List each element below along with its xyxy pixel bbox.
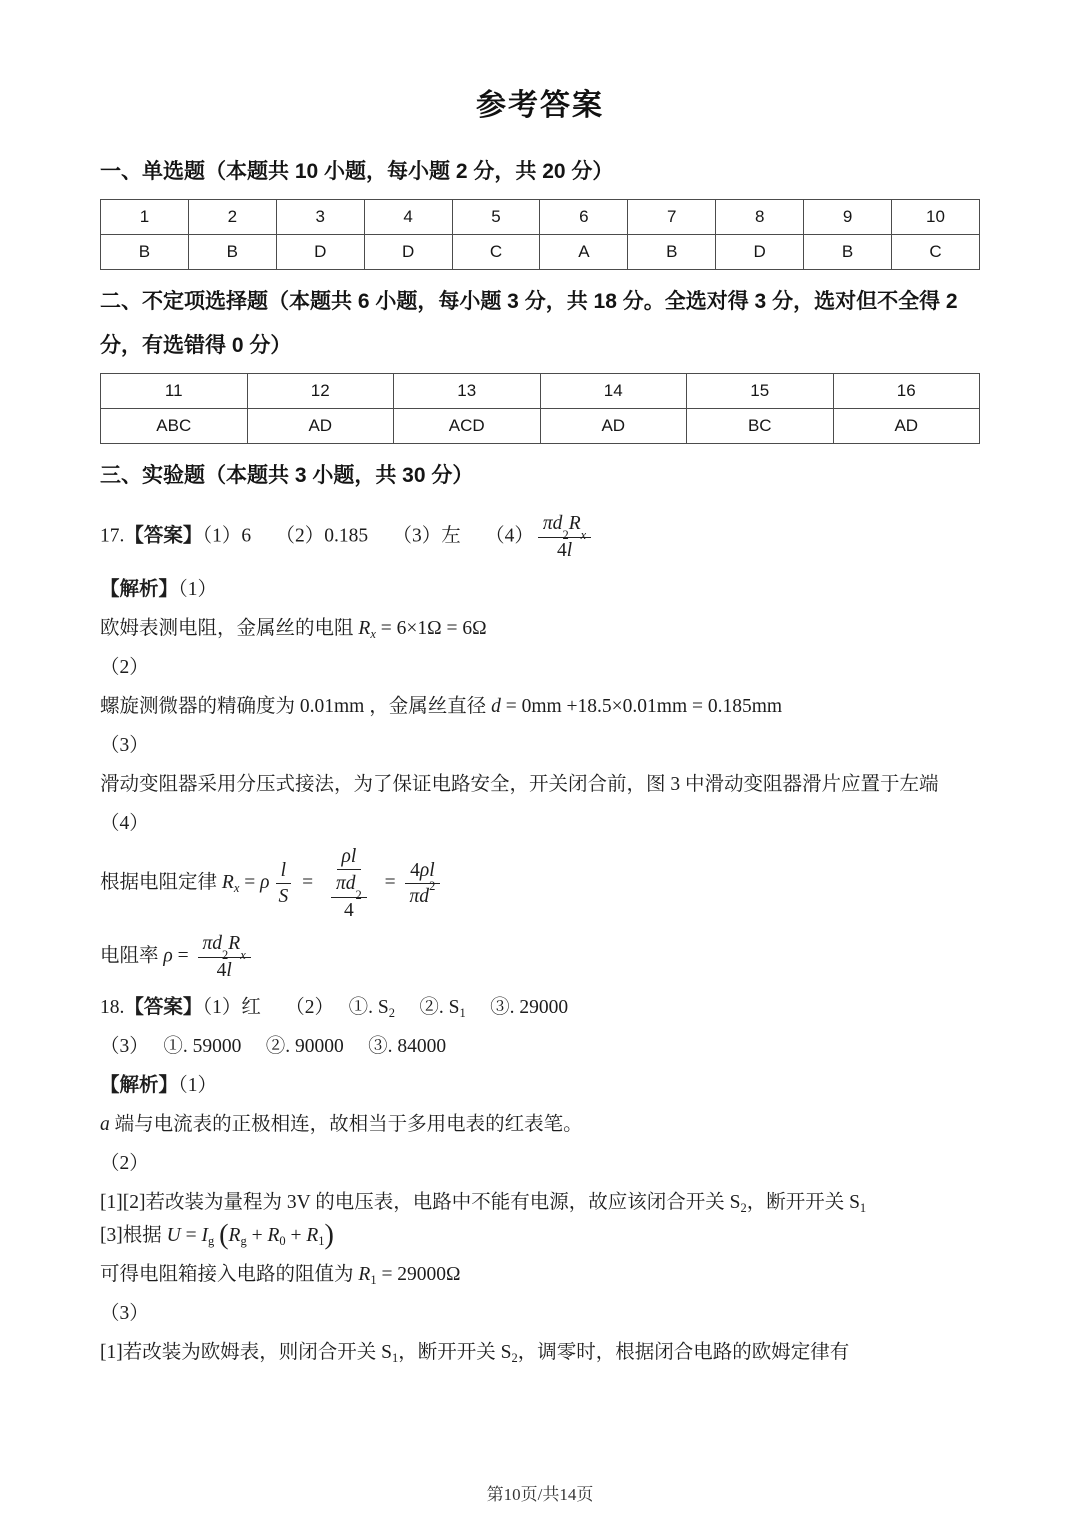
q17-answer-line: 17.【答案】（1）6 （2）0.185 （3）左 （4） πd 2 R x 4 l	[100, 512, 980, 562]
table-cell: ACD	[394, 409, 541, 444]
table-cell: 1	[101, 200, 189, 235]
table-cell: B	[628, 235, 716, 270]
fraction: ρl πd 2 4	[322, 845, 376, 922]
table-cell: B	[101, 235, 189, 270]
q17-part2-explanation: 螺旋测微器的精确度为 0.01mm ，金属丝直径 d = 0mm +18.5×0.01mm = 0.185mm	[100, 695, 783, 717]
table-cell: D	[716, 235, 804, 270]
table-cell: AD	[833, 409, 980, 444]
table-cell: 15	[687, 374, 834, 409]
table-cell: 13	[394, 374, 541, 409]
multi-choice-answer-table	[100, 373, 980, 444]
page-title: 参考答案	[476, 89, 604, 122]
table-cell: 9	[804, 200, 892, 235]
q18-resistance-box-value: 可得电阻箱接入电路的阻值为 $R_1 = 29000\Omega$	[100, 1263, 461, 1287]
q18-part3-switch-explanation: [1]若改装为欧姆表，则闭合开关 $S_1$，断开开关 $S_2$，调零时，根据闭合电路的欧姆定律有	[100, 1341, 850, 1365]
section-single-choice-heading: 一、单选题（本题共 10 小题，每小题 2 分，共 20 分）	[100, 160, 614, 183]
table-cell: D	[364, 235, 452, 270]
single-choice-answer-table	[100, 199, 980, 270]
table-cell: D	[276, 235, 364, 270]
table-cell: 2	[188, 200, 276, 235]
q17-part2-marker: （2）	[100, 656, 149, 678]
table-cell: 5	[452, 200, 540, 235]
multi-choice-answer-row	[101, 409, 980, 444]
section-multi-choice-heading: 二、不定项选择题（本题共 6 小题，每小题 3 分，共 18 分。全选对得 3 分，选对但不全得 2 分，有选错得 0 分）	[100, 290, 958, 357]
table-cell: 11	[101, 374, 248, 409]
fraction: 4 ρl πd 2	[405, 859, 441, 909]
table-cell: 7	[628, 200, 716, 235]
q17-part3-marker: （3）	[100, 734, 149, 756]
table-cell: AD	[247, 409, 394, 444]
single-choice-answer-row	[101, 235, 980, 270]
multi-choice-header-row	[101, 374, 980, 409]
table-cell: 16	[833, 374, 980, 409]
fraction: πd 2 R x 4 l	[538, 512, 591, 562]
table-cell: 3	[276, 200, 364, 235]
q18-part2-switch-explanation: [1][2]若改装为量程为 3V 的电压表，电路中不能有电源，故应该闭合开关 $S_2$，断开开关 $S_1$	[100, 1191, 867, 1215]
table-cell: 8	[716, 200, 804, 235]
q18-voltage-formula: [3]根据 $U = I_g$ $(R_g + R_0 + R_1)$	[100, 1219, 334, 1251]
fraction: $\frac{l}{S}$	[274, 859, 294, 909]
table-cell: B	[188, 235, 276, 270]
q18-answer-line-1: 18.【答案】（1）红 （2） ①. $S_2$ ②. $S_1$ ③. 29000	[100, 996, 569, 1020]
table-cell: A	[540, 235, 628, 270]
q18-part1-explanation: a 端与电流表的正极相连，故相当于多用电表的红表笔。	[100, 1113, 583, 1135]
q18-answer-line-2: （3） ①. 59000 ②. 90000 ③. 84000	[100, 1035, 447, 1057]
table-cell: 10	[892, 200, 980, 235]
table-cell: BC	[687, 409, 834, 444]
q18-analysis-part1-label: 【解析】（1）	[100, 1074, 218, 1096]
q17-part3-explanation: 滑动变阻器采用分压式接法，为了保证电路安全，开关闭合前，图 3 中滑动变阻器滑片应置于左端	[100, 773, 939, 795]
q18-part2-marker: （2）	[100, 1152, 149, 1174]
table-cell: C	[892, 235, 980, 270]
q17-analysis-part1-label: 【解析】（1）	[100, 578, 218, 600]
fraction: πd 2 4	[331, 872, 367, 922]
q17-part1-explanation: 欧姆表测电阻，金属丝的电阻 $R_x = 6\times 1\Omega = 6\Omega$	[100, 617, 487, 641]
q18-part3-marker: （3）	[100, 1302, 149, 1324]
section-experiment-heading: 三、实验题（本题共 3 小题，共 30 分）	[100, 464, 474, 487]
table-cell: ABC	[101, 409, 248, 444]
table-cell: 12	[247, 374, 394, 409]
table-cell: C	[452, 235, 540, 270]
table-cell: B	[804, 235, 892, 270]
table-cell: 4	[364, 200, 452, 235]
table-cell: 14	[540, 374, 687, 409]
table-cell: AD	[540, 409, 687, 444]
page-number-footer: 第10页/共14页	[486, 1485, 594, 1504]
fraction: πd 2 R x 4 l	[198, 932, 251, 982]
q17-resistance-law-formula: 根据电阻定律 $R_x = \rho$ $\frac{l}{S}$ = ρl πd 2 4 = 4 ρl πd 2	[100, 845, 980, 922]
q17-part4-marker: （4）	[100, 812, 149, 834]
q17-resistivity-formula: 电阻率 ρ = πd 2 R x 4 l	[100, 932, 980, 982]
table-cell: 6	[540, 200, 628, 235]
single-choice-header-row	[101, 200, 980, 235]
